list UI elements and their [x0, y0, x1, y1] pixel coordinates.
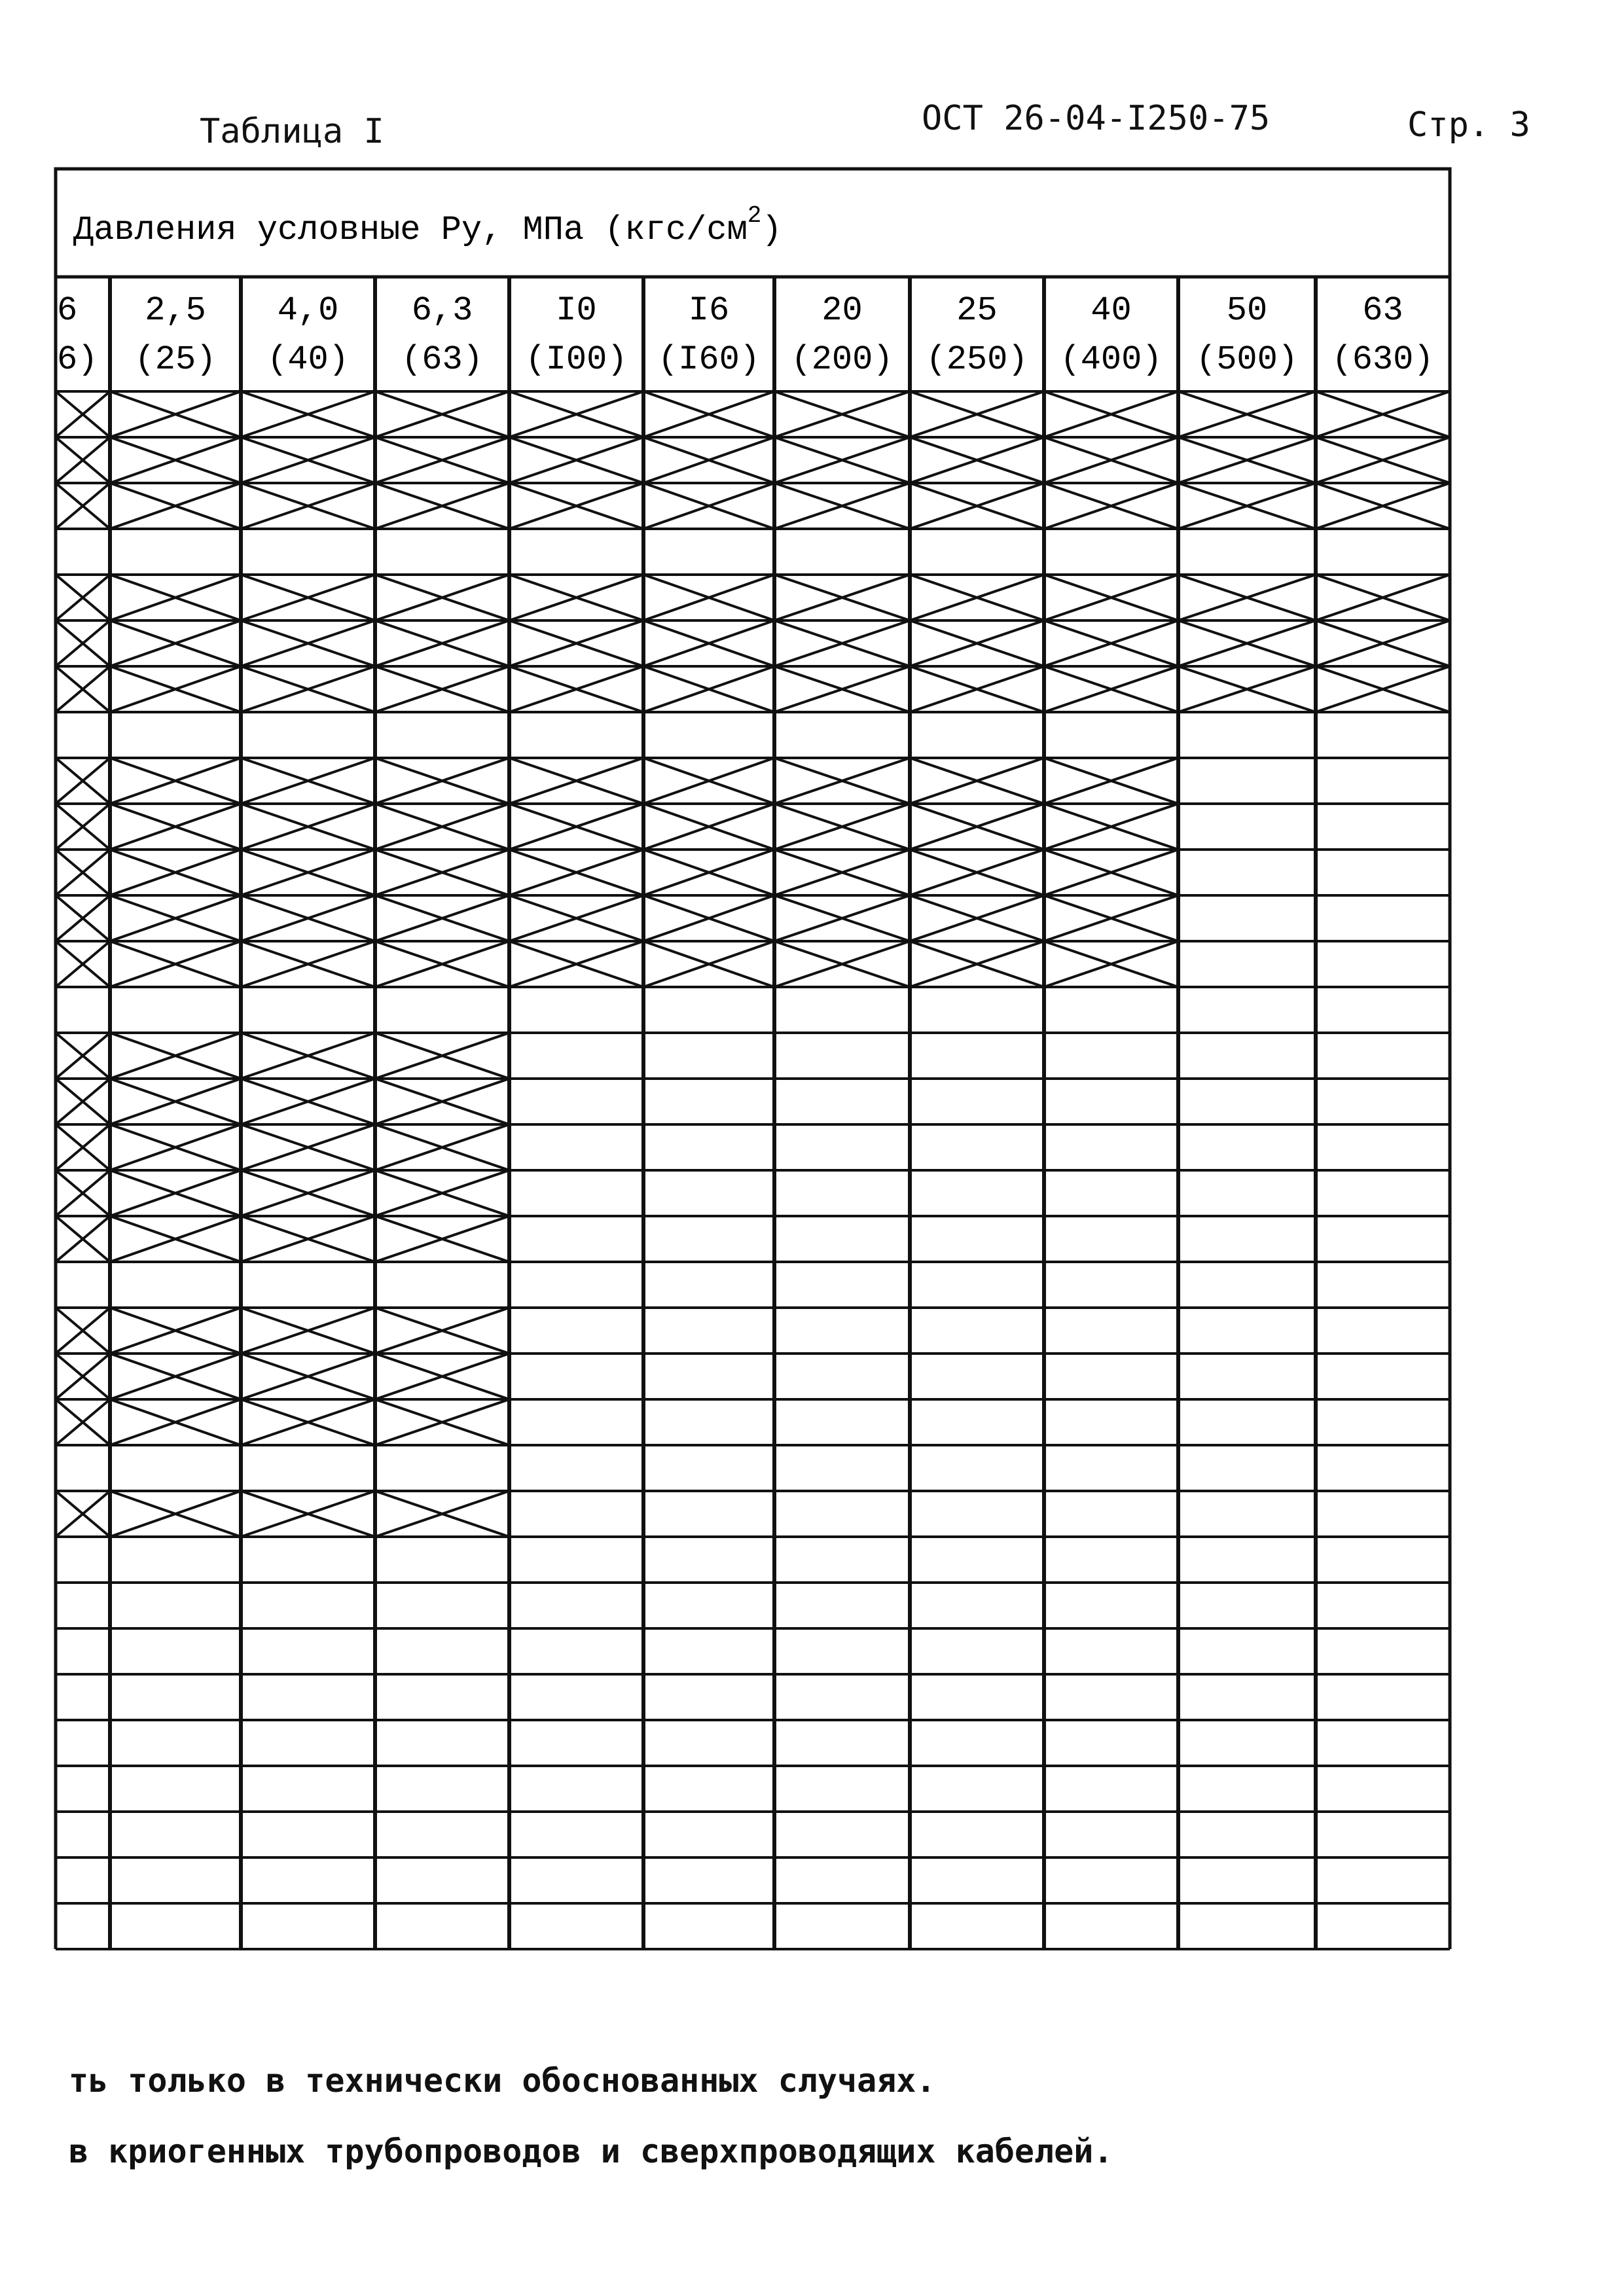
crossed-cell — [1178, 391, 1316, 437]
crossed-cell — [241, 1399, 375, 1445]
column-header-value: 2,5 — [145, 291, 206, 330]
column-header-value: 40 — [1091, 291, 1132, 330]
crossed-cell — [241, 758, 375, 804]
crossed-cell — [774, 437, 910, 483]
crossed-cell — [643, 804, 774, 850]
crossed-cell — [241, 804, 375, 850]
column-header-kgf: (63) — [401, 340, 483, 379]
crossed-cell — [1178, 437, 1316, 483]
crossed-cell — [774, 575, 910, 620]
crossed-cell — [509, 758, 643, 804]
crossed-cell — [1316, 620, 1450, 666]
column-header-kgf: (25) — [134, 340, 217, 379]
crossed-cell — [1044, 620, 1178, 666]
crossed-cell — [1316, 437, 1450, 483]
column-header-kgf: (250) — [926, 340, 1028, 379]
crossed-cell — [375, 1124, 509, 1170]
crossed-cell — [241, 437, 375, 483]
crossed-cell — [56, 1216, 110, 1262]
crossed-cell — [375, 1308, 509, 1354]
crossed-cell — [1178, 483, 1316, 529]
title-superscript: 2 — [747, 202, 762, 229]
crossed-cell — [375, 941, 509, 987]
crossed-cell — [910, 804, 1044, 850]
crossed-cell — [774, 850, 910, 895]
crossed-cell — [910, 850, 1044, 895]
crossed-cell — [1044, 391, 1178, 437]
crossed-cells — [56, 391, 1450, 1537]
crossed-cell — [110, 1354, 241, 1399]
crossed-cell — [375, 620, 509, 666]
crossed-cell — [56, 437, 110, 483]
crossed-cell — [643, 620, 774, 666]
column-header-kgf: (40) — [267, 340, 349, 379]
crossed-cell — [110, 1170, 241, 1216]
crossed-cell — [910, 575, 1044, 620]
crossed-cell — [375, 1170, 509, 1216]
footnote-2: в криогенных трубопроводов и сверхпроводящих кабелей. — [69, 2132, 1113, 2170]
crossed-cell — [910, 941, 1044, 987]
crossed-cell — [56, 1399, 110, 1445]
crossed-cell — [110, 1079, 241, 1124]
crossed-cell — [1044, 575, 1178, 620]
crossed-cell — [56, 1354, 110, 1399]
crossed-cell — [509, 941, 643, 987]
crossed-cell — [910, 620, 1044, 666]
table-label: Таблица I — [200, 112, 384, 151]
crossed-cell — [241, 1308, 375, 1354]
column-header-value: I6 — [688, 291, 730, 330]
crossed-cell — [375, 666, 509, 712]
crossed-cell — [643, 575, 774, 620]
crossed-cell — [1044, 758, 1178, 804]
crossed-cell — [509, 895, 643, 941]
crossed-cell — [509, 620, 643, 666]
crossed-cell — [1044, 666, 1178, 712]
crossed-cell — [110, 804, 241, 850]
crossed-cell — [110, 850, 241, 895]
crossed-cell — [774, 804, 910, 850]
column-header-value: 63 — [1362, 291, 1403, 330]
crossed-cell — [110, 391, 241, 437]
crossed-cell — [509, 850, 643, 895]
crossed-cell — [643, 941, 774, 987]
crossed-cell — [56, 391, 110, 437]
crossed-cell — [241, 391, 375, 437]
crossed-cell — [241, 620, 375, 666]
crossed-cell — [509, 437, 643, 483]
crossed-cell — [56, 1079, 110, 1124]
crossed-cell — [1178, 666, 1316, 712]
column-header-value: 50 — [1226, 291, 1268, 330]
crossed-cell — [110, 483, 241, 529]
crossed-cell — [56, 483, 110, 529]
crossed-cell — [110, 895, 241, 941]
crossed-cell — [1178, 575, 1316, 620]
crossed-cell — [56, 804, 110, 850]
column-header-kgf: (I00) — [525, 340, 628, 379]
crossed-cell — [56, 1170, 110, 1216]
crossed-cell — [910, 666, 1044, 712]
crossed-cell — [1044, 804, 1178, 850]
crossed-cell — [110, 437, 241, 483]
column-header-value: 25 — [956, 291, 998, 330]
crossed-cell — [241, 483, 375, 529]
crossed-cell — [241, 1216, 375, 1262]
crossed-cell — [643, 391, 774, 437]
crossed-cell — [375, 758, 509, 804]
crossed-cell — [1044, 941, 1178, 987]
crossed-cell — [241, 1170, 375, 1216]
crossed-cell — [56, 666, 110, 712]
crossed-cell — [910, 391, 1044, 437]
crossed-cell — [241, 941, 375, 987]
crossed-cell — [910, 758, 1044, 804]
crossed-cell — [241, 1079, 375, 1124]
crossed-cell — [774, 391, 910, 437]
crossed-cell — [375, 850, 509, 895]
crossed-cell — [1316, 483, 1450, 529]
crossed-cell — [110, 1308, 241, 1354]
crossed-cell — [241, 850, 375, 895]
crossed-cell — [509, 483, 643, 529]
crossed-cell — [375, 1399, 509, 1445]
crossed-cell — [1316, 666, 1450, 712]
page-number: Стр. 3 — [1407, 105, 1530, 145]
crossed-cell — [56, 1124, 110, 1170]
crossed-cell — [643, 483, 774, 529]
crossed-cell — [241, 1033, 375, 1079]
crossed-cell — [643, 666, 774, 712]
crossed-cell — [509, 575, 643, 620]
column-header-value: 4,0 — [277, 291, 339, 330]
column-header-kgf: (400) — [1060, 340, 1163, 379]
crossed-cell — [643, 895, 774, 941]
crossed-cell — [643, 850, 774, 895]
crossed-cell — [241, 1491, 375, 1537]
column-header-value: 6 — [57, 291, 78, 330]
crossed-cell — [774, 758, 910, 804]
column-header-value: 6,3 — [411, 291, 473, 330]
crossed-cell — [774, 620, 910, 666]
crossed-cell — [56, 575, 110, 620]
crossed-cell — [375, 804, 509, 850]
standard-number: ОСТ 26-04-I250-75 — [922, 99, 1271, 138]
column-header-kgf: (200) — [791, 340, 893, 379]
crossed-cell — [910, 895, 1044, 941]
crossed-cell — [56, 850, 110, 895]
crossed-cell — [241, 666, 375, 712]
crossed-cell — [1178, 620, 1316, 666]
crossed-cell — [56, 1491, 110, 1537]
crossed-cell — [110, 666, 241, 712]
column-header-value: I0 — [556, 291, 597, 330]
crossed-cell — [1044, 850, 1178, 895]
crossed-cell — [509, 666, 643, 712]
crossed-cell — [110, 758, 241, 804]
crossed-cell — [910, 437, 1044, 483]
footnote-1: ть только в технически обоснованных случаях. — [69, 2062, 936, 2100]
crossed-cell — [56, 895, 110, 941]
crossed-cell — [375, 1216, 509, 1262]
crossed-cell — [56, 758, 110, 804]
crossed-cell — [509, 804, 643, 850]
crossed-cell — [375, 1354, 509, 1399]
crossed-cell — [375, 1033, 509, 1079]
crossed-cell — [509, 391, 643, 437]
crossed-cell — [110, 1216, 241, 1262]
crossed-cell — [56, 1308, 110, 1354]
crossed-cell — [110, 575, 241, 620]
table-title: Давления условные Ру, МПа $(кгс/см^2)$ — [73, 202, 782, 249]
crossed-cell — [375, 437, 509, 483]
table-grid — [56, 277, 1450, 1949]
crossed-cell — [1044, 437, 1178, 483]
crossed-cell — [110, 1491, 241, 1537]
crossed-cell — [110, 1124, 241, 1170]
crossed-cell — [1044, 483, 1178, 529]
crossed-cell — [774, 483, 910, 529]
crossed-cell — [375, 1079, 509, 1124]
crossed-cell — [241, 575, 375, 620]
crossed-cell — [375, 895, 509, 941]
crossed-cell — [774, 666, 910, 712]
crossed-cell — [110, 1399, 241, 1445]
crossed-cell — [241, 1124, 375, 1170]
column-header-kgf: (I60) — [657, 340, 761, 379]
crossed-cell — [56, 1033, 110, 1079]
crossed-cell — [910, 483, 1044, 529]
column-headers — [57, 291, 1434, 379]
crossed-cell — [241, 895, 375, 941]
column-header-kgf: 6) — [57, 340, 98, 379]
crossed-cell — [56, 941, 110, 987]
crossed-cell — [1316, 391, 1450, 437]
crossed-cell — [375, 483, 509, 529]
column-header-value: 20 — [821, 291, 863, 330]
crossed-cell — [375, 575, 509, 620]
crossed-cell — [375, 1491, 509, 1537]
crossed-cell — [774, 895, 910, 941]
crossed-cell — [774, 941, 910, 987]
crossed-cell — [56, 620, 110, 666]
crossed-cell — [643, 437, 774, 483]
crossed-cell — [1316, 575, 1450, 620]
column-header-kgf: (630) — [1331, 340, 1434, 379]
crossed-cell — [110, 1033, 241, 1079]
crossed-cell — [110, 941, 241, 987]
table-title-box — [56, 169, 1450, 277]
crossed-cell — [643, 758, 774, 804]
crossed-cell — [1044, 895, 1178, 941]
column-header-kgf: (500) — [1195, 340, 1299, 379]
crossed-cell — [375, 391, 509, 437]
crossed-cell — [241, 1354, 375, 1399]
crossed-cell — [110, 620, 241, 666]
